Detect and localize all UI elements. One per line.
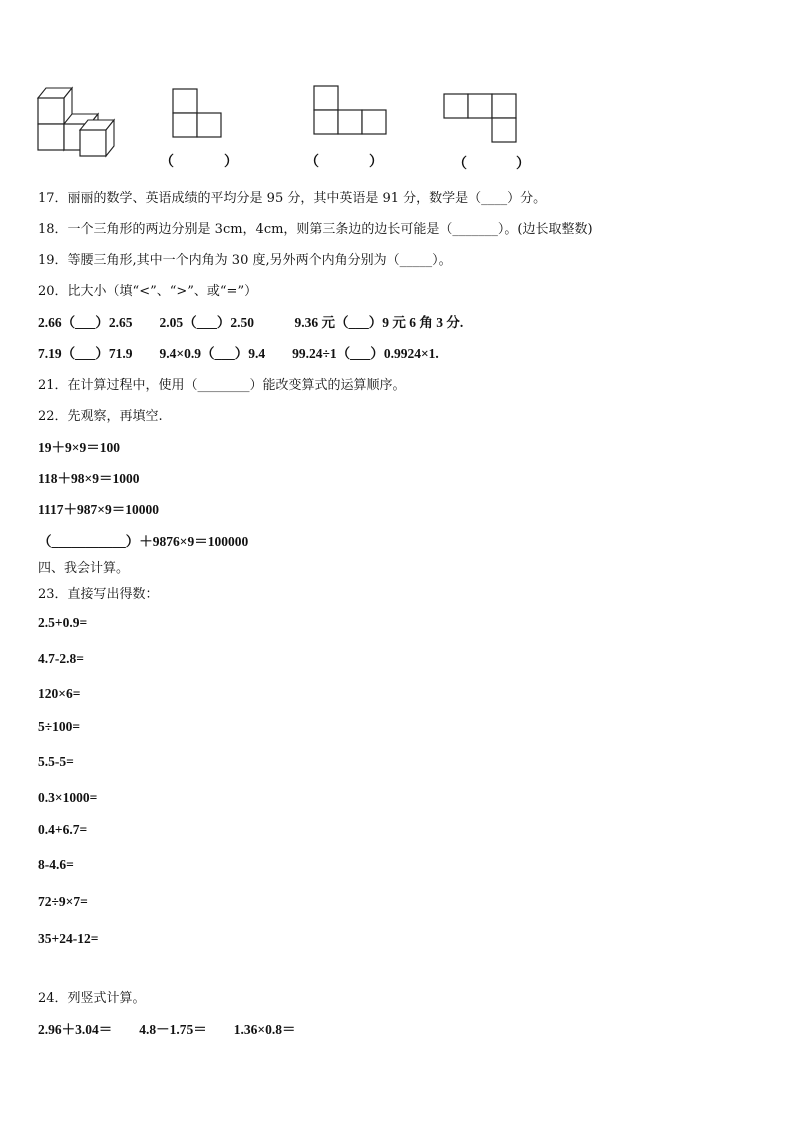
answer-paren-close-3: ） — [516, 156, 530, 172]
calc-item: 5÷100= — [38, 719, 81, 734]
question-22-line-2: 118＋98×9＝1000 — [38, 471, 140, 486]
view-figure-2 — [314, 86, 386, 134]
calc-item: 0.3×1000= — [38, 790, 98, 805]
cube-stack-figure — [38, 88, 114, 156]
calc-item: 2.5+0.9= — [38, 615, 88, 630]
question-19: 19．等腰三角形,其中一个内角为 30 度,另外两个内角分别为（_____）。 — [38, 253, 452, 268]
question-22-line-1: 19＋9×9＝100 — [38, 440, 120, 455]
view-figure-3 — [444, 94, 516, 142]
view-figure-1 — [173, 89, 221, 137]
calc-item: 8-4.6= — [38, 857, 74, 872]
question-24-items: 2.96＋3.04＝ 4.8－1.75＝ 1.36×0.8＝ — [38, 1022, 296, 1037]
question-22-line-4: （___________）＋9876×9＝100000 — [38, 534, 249, 549]
answer-paren-open-2: （ — [305, 154, 319, 170]
question-23: 23．直接写出得数： — [38, 587, 159, 602]
answer-paren-close-2: ） — [369, 154, 383, 170]
calc-item: 0.4+6.7= — [38, 822, 88, 837]
calc-item: 35+24-12= — [38, 931, 99, 946]
question-22-line-3: 1117＋987×9＝10000 — [38, 502, 159, 517]
answer-paren-close-1: ） — [224, 154, 238, 170]
question-18: 18．一个三角形的两边分别是 3cm，4cm，则第三条边的边长可能是（_______）。(边长取整数) — [38, 222, 593, 237]
question-22: 22．先观察，再填空. — [38, 409, 163, 424]
question-20-row-2: 7.19（___）71.9 9.4×0.9（___）9.4 99.24÷1（___）0.9924×1. — [38, 346, 439, 361]
answer-paren-open-3: （ — [453, 156, 467, 172]
calc-item: 72÷9×7= — [38, 894, 88, 909]
question-20: 20．比大小（填“<”、“>”、或“=”） — [38, 284, 258, 299]
figures-row — [0, 0, 794, 180]
question-20-row-1: 2.66（___）2.65 2.05（___）2.50 9.36 元（___）9 元 6 角 3 分. — [38, 315, 464, 330]
answer-paren-open-1: （ — [160, 154, 174, 170]
section-heading-4: 四、我会计算。 — [38, 561, 130, 576]
calc-item: 5.5-5= — [38, 754, 74, 769]
calc-item: 120×6= — [38, 686, 81, 701]
question-24: 24．列竖式计算。 — [38, 991, 146, 1006]
question-21: 21．在计算过程中，使用（________）能改变算式的运算顺序。 — [38, 378, 406, 393]
question-17: 17．丽丽的数学、英语成绩的平均分是 95 分，其中英语是 91 分，数学是（____）分。 — [38, 191, 547, 206]
calc-item: 4.7-2.8= — [38, 651, 84, 666]
